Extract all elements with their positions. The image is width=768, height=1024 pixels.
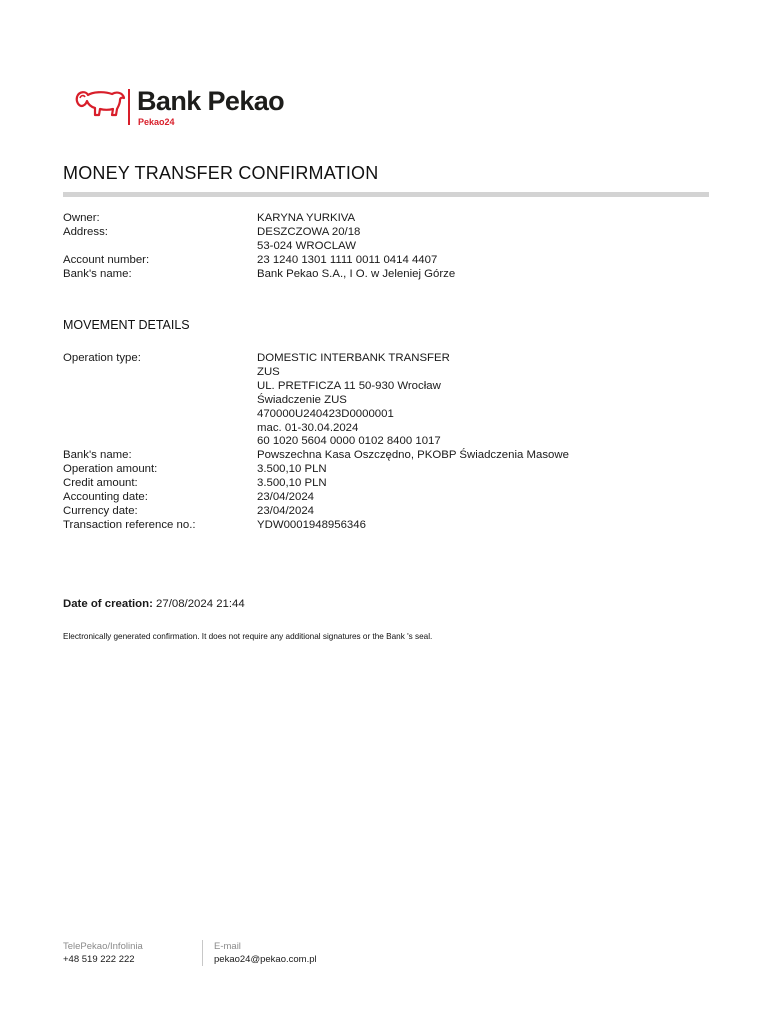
telepekao-label: TelePekao/Infolinia (63, 941, 143, 952)
detail-value-line: Bank Pekao S.A., I O. w Jeleniej Górze (257, 267, 456, 280)
detail-value (257, 463, 569, 477)
detail-value-line: Świadczenie ZUS (257, 393, 347, 406)
bank-logo (74, 86, 294, 130)
detail-value (257, 505, 569, 519)
movement-details-heading: MOVEMENT DETAILS (63, 318, 190, 332)
detail-row (63, 226, 455, 254)
detail-row (63, 477, 569, 491)
detail-value-line: 3.500,10 PLN (257, 477, 327, 490)
detail-value-line: 23/04/2024 (257, 491, 315, 504)
detail-label: Operation type: (63, 352, 141, 364)
detail-label: Address: (63, 225, 108, 238)
detail-value (257, 212, 455, 226)
brand-name: Bank Pekao (137, 86, 285, 116)
detail-label: Bank's name: (63, 449, 132, 462)
detail-value (257, 352, 569, 449)
telepekao-phone[interactable]: +48 519 222 222 (63, 954, 135, 965)
detail-value (257, 254, 455, 268)
bison-icon (74, 88, 126, 118)
confirmation-note: Electronically generated confirmation. It does not require any additional signatures or the Bank 's seal. (63, 632, 433, 641)
detail-value-line: ZUS (257, 365, 280, 378)
detail-value-line: mac. 01-30.04.2024 (257, 421, 359, 434)
detail-value-line: DESZCZOWA 20/18 (257, 225, 361, 238)
detail-value (257, 226, 455, 254)
detail-value-line: KARYNA YURKIVA (257, 212, 356, 224)
detail-label: Currency date: (63, 504, 138, 517)
owner-details (63, 212, 455, 282)
detail-value (257, 491, 569, 505)
detail-row (63, 449, 569, 463)
detail-value (257, 477, 569, 491)
detail-value-line: 470000U240423D0000001 (257, 407, 394, 420)
detail-row (63, 212, 455, 226)
footer-divider (202, 940, 203, 966)
detail-label: Operation amount: (63, 463, 158, 476)
date-of-creation (63, 598, 245, 610)
detail-row (63, 519, 569, 533)
detail-value (257, 519, 569, 533)
detail-label: Account number: (63, 253, 150, 266)
detail-row (63, 463, 569, 477)
detail-row (63, 352, 569, 449)
brand-sub: Pekao24 (138, 117, 175, 127)
creation-value: 27/08/2024 21:44 (156, 598, 245, 610)
detail-value-line: 23 1240 1301 1111 0011 0414 4407 (257, 253, 438, 266)
detail-label: Accounting date: (63, 491, 148, 504)
email-label: E-mail (214, 941, 241, 952)
detail-row (63, 491, 569, 505)
creation-label: Date of creation: (63, 598, 153, 610)
detail-value-line: DOMESTIC INTERBANK TRANSFER (257, 352, 450, 364)
movement-details (63, 352, 569, 533)
detail-label: Bank's name: (63, 267, 132, 280)
detail-row (63, 505, 569, 519)
detail-value-line: UL. PRETFICZA 11 50-930 Wrocław (257, 379, 441, 392)
detail-value-line: Powszechna Kasa Oszczędno, PKOBP Świadczenia Masowe (257, 449, 569, 462)
detail-value-line: 53-024 WROCLAW (257, 239, 356, 252)
detail-row (63, 254, 455, 268)
title-rule (63, 192, 709, 197)
detail-row (63, 268, 455, 282)
detail-value-line: YDW0001948956346 (257, 518, 366, 531)
detail-label: Owner: (63, 212, 100, 224)
detail-label: Transaction reference no.: (63, 518, 196, 531)
document-title: MONEY TRANSFER CONFIRMATION (63, 163, 379, 183)
detail-value-line: 3.500,10 PLN (257, 463, 327, 476)
footer-email (214, 940, 317, 966)
logo-divider (128, 89, 130, 125)
footer-telepekao (63, 940, 143, 966)
detail-label: Credit amount: (63, 477, 138, 490)
detail-value (257, 268, 455, 282)
detail-value (257, 449, 569, 463)
detail-value-line: 23/04/2024 (257, 504, 315, 517)
email-link[interactable]: pekao24@pekao.com.pl (214, 954, 317, 965)
detail-value-line: 60 1020 5604 0000 0102 8400 1017 (257, 435, 441, 448)
